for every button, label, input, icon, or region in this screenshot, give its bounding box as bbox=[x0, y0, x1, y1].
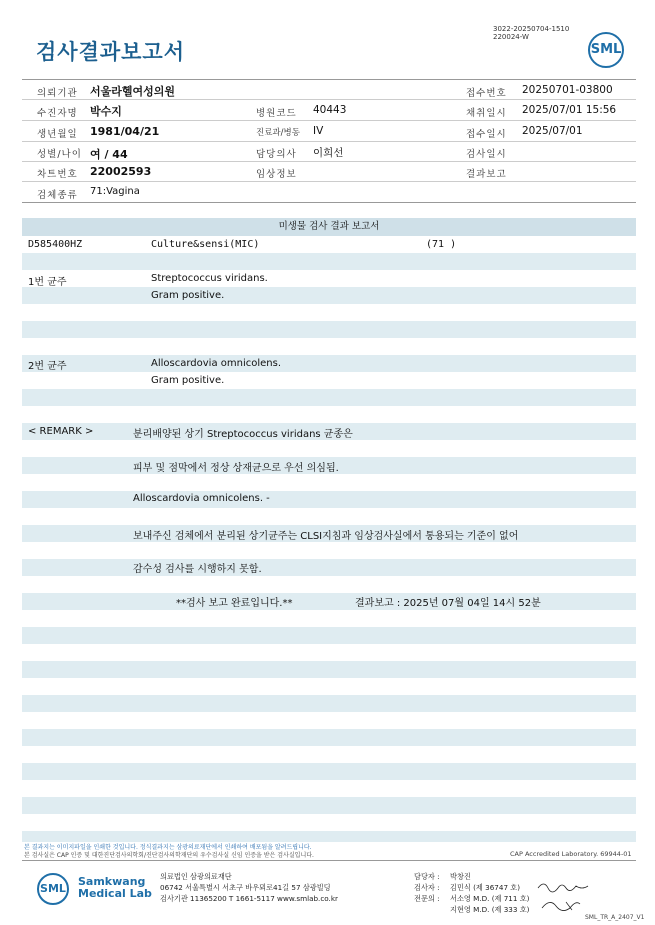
dob-label: 생년월일 bbox=[37, 129, 78, 140]
signature-image bbox=[536, 878, 596, 918]
divider bbox=[22, 79, 636, 80]
row-band bbox=[22, 253, 636, 270]
staff-name: 지현영 M.D. (제 333 호) bbox=[450, 905, 530, 914]
result-report-label: 결과보고 bbox=[466, 169, 507, 180]
row-band bbox=[22, 661, 636, 678]
cap-accreditation: CAP Accredited Laboratory. 69944-01 bbox=[510, 850, 632, 858]
footer-note-image: 본 결과지는 이미지파일을 인쇄한 것입니다. 정식결과지는 삼광의료재단에서 인쇄하여 배포됨을 알려드립니다. bbox=[24, 844, 312, 851]
hospital-code-value: 40443 bbox=[313, 104, 347, 116]
test-code: D585400HZ bbox=[28, 239, 83, 250]
doctor-value: 이희선 bbox=[313, 147, 344, 159]
remark-line: 피부 및 점막에서 정상 상재균으로 우선 의심됨. bbox=[133, 463, 339, 474]
org-address: 06742 서울특별시 서초구 바우뫼로41길 57 삼광빌딩 bbox=[160, 883, 331, 892]
result-time: 결과보고 : 2025년 07월 04일 14시 52분 bbox=[355, 598, 541, 609]
section-title: 미생물 검사 결과 보고서 bbox=[22, 218, 636, 236]
dob-value: 1981/04/21 bbox=[90, 125, 160, 138]
isolate2-label: 2번 균주 bbox=[28, 361, 67, 372]
form-code: SML_TR_A_2407_V1 bbox=[585, 914, 645, 921]
row-band bbox=[22, 389, 636, 406]
dept-label: 진료과/병동 bbox=[256, 128, 300, 138]
remark-line: 감수성 검사를 시행하지 못함. bbox=[133, 564, 262, 575]
remark-label: < REMARK > bbox=[28, 426, 94, 437]
footer-note-cap: 본 검사실은 CAP 인증 및 대한진단검사의학회/진단검사의학재단의 우수검사실 신임 인증을 받은 검사실입니다. bbox=[24, 852, 314, 859]
name-value: 박수지 bbox=[90, 105, 122, 118]
institution-value: 서울라헬여성의원 bbox=[90, 85, 176, 98]
brand-line1: Samkwang bbox=[78, 875, 146, 888]
row-band bbox=[22, 559, 636, 576]
row-band bbox=[22, 627, 636, 644]
receipt-date-label: 접수일시 bbox=[466, 129, 507, 140]
chart-no-value: 22002593 bbox=[90, 165, 152, 178]
row-band bbox=[22, 695, 636, 712]
divider bbox=[22, 181, 636, 182]
document-number bbox=[493, 25, 569, 41]
remark-line: Alloscardovia omnicolens. - bbox=[133, 493, 270, 504]
isolate2-gram: Gram positive. bbox=[151, 375, 225, 386]
org-contact: 검사기관 11365200 T 1661-5117 www.smlab.co.kr bbox=[160, 894, 338, 903]
collect-date-value: 2025/07/01 15:56 bbox=[522, 104, 617, 116]
row-band bbox=[22, 491, 636, 508]
staff-label: 검사자 : bbox=[414, 883, 440, 892]
isolate1-label: 1번 균주 bbox=[28, 277, 67, 288]
sml-logo: SML bbox=[588, 32, 624, 68]
doctor-label: 담당의사 bbox=[256, 149, 297, 160]
row-band bbox=[22, 321, 636, 338]
document-number-line1: 3022-20250704-1510 bbox=[493, 25, 570, 33]
specimen-value: 71:Vagina bbox=[90, 186, 140, 197]
divider bbox=[22, 202, 636, 203]
staff-label: 전문의 : bbox=[414, 894, 440, 903]
isolate1-gram: Gram positive. bbox=[151, 290, 225, 301]
sex-age-value: 여 / 44 bbox=[90, 148, 128, 161]
chart-no-label: 차트번호 bbox=[37, 169, 78, 180]
hospital-code-label: 병원코드 bbox=[256, 108, 297, 119]
sex-age-label: 성별/나이 bbox=[37, 149, 82, 160]
staff-name: 김민식 (제 36747 호) bbox=[450, 883, 521, 892]
receipt-no-label: 접수번호 bbox=[466, 88, 507, 99]
row-band bbox=[22, 287, 636, 304]
staff-name: 서소영 M.D. (제 711 호) bbox=[450, 894, 530, 903]
sml-footer-logo: SML bbox=[37, 873, 69, 905]
report-title: 검사결과보고서 bbox=[36, 40, 186, 64]
receipt-date-value: 2025/07/01 bbox=[522, 125, 583, 137]
institution-label: 의뢰기관 bbox=[37, 88, 78, 99]
name-label: 수진자명 bbox=[37, 108, 78, 119]
clinical-info-label: 임상정보 bbox=[256, 169, 297, 180]
divider bbox=[22, 161, 636, 162]
remark-line: 보내주신 검체에서 분리된 상기균주는 CLSI지침과 임상검사실에서 통용되는 기준이 없어 bbox=[133, 531, 519, 542]
divider bbox=[22, 120, 636, 121]
isolate1-name: Streptococcus viridans. bbox=[151, 273, 268, 284]
test-ref: (71 ) bbox=[426, 239, 457, 250]
row-band bbox=[22, 729, 636, 746]
receipt-no-value: 20250701-03800 bbox=[522, 84, 613, 96]
footer-divider bbox=[22, 860, 636, 861]
row-band bbox=[22, 593, 636, 610]
brand-name bbox=[78, 876, 152, 900]
collect-date-label: 채취일시 bbox=[466, 108, 507, 119]
remark-line: 분리배양된 상기 Streptococcus viridans 균종은 bbox=[133, 429, 353, 440]
divider bbox=[22, 99, 636, 100]
row-band bbox=[22, 831, 636, 842]
row-band bbox=[22, 763, 636, 780]
staff-label: 담당자 : bbox=[414, 872, 440, 881]
staff-name: 박창진 bbox=[450, 872, 471, 881]
brand-line2: Medical Lab bbox=[78, 887, 152, 900]
isolate2-name: Alloscardovia omnicolens. bbox=[151, 358, 282, 369]
org-name: 의료법인 삼광의료재단 bbox=[160, 872, 232, 881]
document-number-line2: 220024-W bbox=[493, 33, 529, 41]
specimen-label: 검체종류 bbox=[37, 190, 78, 201]
test-date-label: 검사일시 bbox=[466, 149, 507, 160]
test-name: Culture&sensi(MIC) bbox=[151, 239, 260, 250]
divider bbox=[22, 141, 636, 142]
row-band bbox=[22, 355, 636, 372]
dept-value: IV bbox=[313, 125, 324, 137]
completion-text: **검사 보고 완료입니다.** bbox=[176, 598, 293, 609]
row-band bbox=[22, 797, 636, 814]
